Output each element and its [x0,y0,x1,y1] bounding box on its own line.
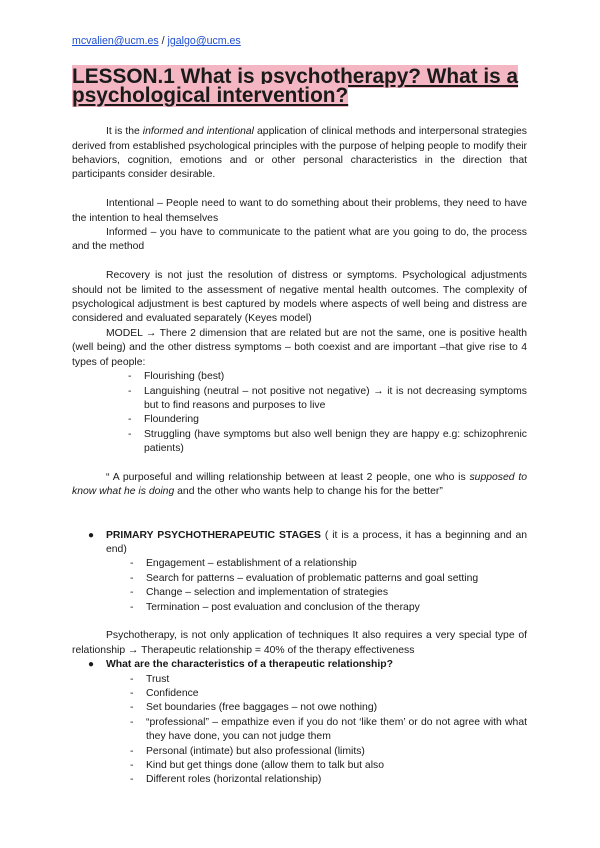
list-item: - Languishing (neutral – not positive not negative) → it is not decreasing symptoms but to find reasons and purposes to live [128,385,527,411]
stages-subtitle: ( it is a process, it has a beginning and an end) [106,529,527,555]
author-emails [72,34,527,48]
list-item: - Engagement – establishment of a relationship [130,558,357,570]
list-item: - Kind but get things done (allow them to talk but also [130,760,384,771]
characteristics-bullet [72,658,527,672]
list-item: - Termination – post evaluation and conclusion of the therapy [130,601,420,613]
stages-list [72,557,527,615]
email-link-1[interactable]: mcvalien@ucm.es [72,35,159,47]
people-types-list [72,370,527,456]
email-link-2[interactable]: jgalgo@ucm.es [167,35,241,47]
list-item: - Personal (intimate) but also professional (limits) [130,745,365,757]
bullet-icon: ● [88,529,95,541]
quote-italic: supposed to know what he is doing [72,471,528,498]
lesson-title: LESSON.1 What is psychotherapy? What is a psychological intervention? [72,65,519,107]
list-item: - Trust [130,673,170,685]
list-item: - “professional” – empathize even if you do not ‘like them’ or do not agree with what they have done, you can not judge them [130,716,527,743]
list-item: - Flourishing (best) [128,371,225,383]
document-page [72,34,527,788]
list-item: - Different roles (horizontal relationship) [130,774,322,786]
bullet-icon: ● [88,659,95,671]
definition-quote: “ A purposeful and willing relationship between at least 2 people, one who is supposed to know what he is doing and the other who wants help to change his for the better” [72,471,528,498]
characteristics-title: What are the characteristics of a therapeutic relationship? [106,659,393,671]
list-item: - Set boundaries (free baggages – not owe nothing) [130,702,378,714]
intentional-paragraph: Intentional – People need to want to do something about their problems, they need to have the intention to heal themselves [72,198,527,224]
stages-title: PRIMARY PSYCHOTHERAPEUTIC STAGES [106,529,321,541]
characteristics-list [72,673,527,788]
list-item: - Floundering [128,414,199,426]
recovery-paragraph: Recovery is not just the resolution of distress or symptoms. Psychological adjustments should not be limited to the assessment of negative mental health outcomes. The complexity of psychological adjustment is best captured by models where aspects of well being and distress are considered and evaluated separately (Keyes model) [72,270,527,325]
list-item: - Search for patterns – evaluation of problematic patterns and goal setting [130,572,479,584]
list-item: - Confidence [130,687,199,699]
email-separator: / [158,35,168,47]
list-item: - Struggling (have symptoms but also well benign they are happy e.g: schizophrenic patients) [128,428,527,455]
psychotherapy-paragraph: Psychotherapy, is not only application of techniques It also requires a very special type of relationship → Therapeutic relationship = 40% of the therapy effectiveness [72,630,527,656]
list-item: - Change – selection and implementation of strategies [130,587,389,599]
informed-paragraph: Informed – you have to communicate to the patient what are you going to do, the process and the method [72,227,527,253]
intro-italic: informed and intentional [142,126,254,138]
model-paragraph: MODEL → There 2 dimension that are related but are not the same, one is positive health (well being) and the other distress symptoms – both coexist and are important –that give rise to 4 types of people: [72,327,527,368]
intro-paragraph: It is the informed and intentional application of clinical methods and interpersonal strategies derived from established psychological principles with the purpose of helping people to modify their behaviors, cognition, emotions and or other personal characteristics in the direction that participants consider desirable. [72,126,527,181]
stages-bullet [72,529,527,558]
